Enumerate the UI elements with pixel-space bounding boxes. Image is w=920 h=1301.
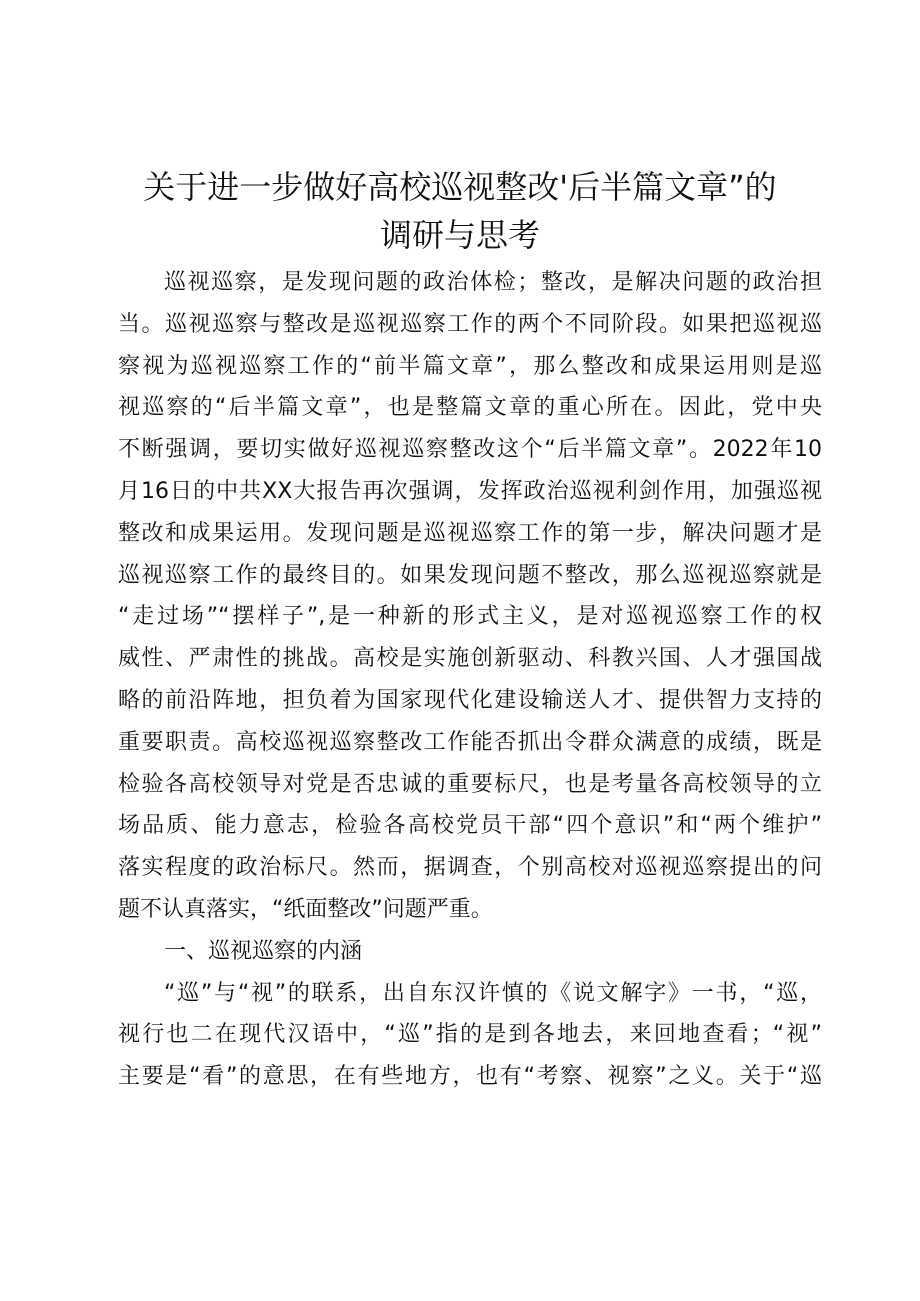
section-1-heading: 一、巡视巡察的内涵 — [164, 938, 363, 964]
paragraph-1-line: 巡视巡察，是发现问题的政治体检；整改，是解决问题的政治担 — [164, 270, 822, 295]
paragraph-1-line: 场品质、能力意志，检验各高校党员干部“四个意识”和“两个维护” — [118, 813, 822, 839]
paragraph-1-line: 落实程度的政治标尺。然而，据调查，个别高校对巡视巡察提出的问 — [118, 855, 822, 881]
document-title-line-2: 调研与思考 — [379, 216, 540, 254]
paragraph-1-line: 察视为巡视巡察工作的“前半篇文章”，那么整改和成果运用则是巡 — [118, 353, 822, 379]
paragraph-1-line: 不断强调，要切实做好巡视巡察整改这个“后半篇文章”。2022年10 — [118, 437, 822, 463]
paragraph-1-line: 巡视巡察工作的最终目的。如果发现问题不整改，那么巡视巡察就是 — [118, 562, 822, 588]
paragraph-1-line: 检验各高校领导对党是否忠诚的重要标尺，也是考量各高校领导的立 — [118, 771, 822, 797]
paragraph-2-line: “巡”与“视”的联系，出自东汉许慎的《说文解字》一书，“巡， — [164, 980, 822, 1006]
document-body — [118, 262, 822, 1098]
paragraph-1-line: “走过场”“摆样子”,是一种新的形式主义，是对巡视巡察工作的权 — [118, 604, 822, 630]
document-title-line-1: 关于进一步做好高校巡视整改'后半篇文章”的 — [143, 168, 777, 206]
paragraph-1-line: 重要职责。高校巡视巡察整改工作能否抓出令群众满意的成绩，既是 — [118, 729, 822, 755]
paragraph-1-line: 题不认真落实，“纸面整改”问题严重。 — [118, 896, 493, 922]
paragraph-1-line: 当。巡视巡察与整改是巡视巡察工作的两个不同阶段。如果把巡视巡 — [118, 311, 822, 337]
paragraph-2-line: 视行也二在现代汉语中，“巡”指的是到各地去，来回地查看；“视” — [118, 1022, 822, 1048]
paragraph-2-line: 主要是“看”的意思，在有些地方，也有“考察、视察”之义。关于“巡 — [118, 1064, 822, 1090]
paragraph-1-line: 略的前沿阵地，担负着为国家现代化建设输送人才、提供智力支持的 — [118, 687, 822, 713]
paragraph-1-line: 整改和成果运用。发现问题是巡视巡察工作的第一步，解决问题才是 — [118, 520, 822, 546]
paragraph-1-line: 月16日的中共XX大报告再次强调，发挥政治巡视利剑作用，加强巡视 — [118, 478, 822, 504]
paragraph-1-line: 视巡察的“后半篇文章”，也是整篇文章的重心所在。因此，党中央 — [118, 395, 822, 421]
paragraph-1-line: 威性、严肃性的挑战。高校是实施创新驱动、科教兴国、人才强国战 — [118, 646, 822, 672]
